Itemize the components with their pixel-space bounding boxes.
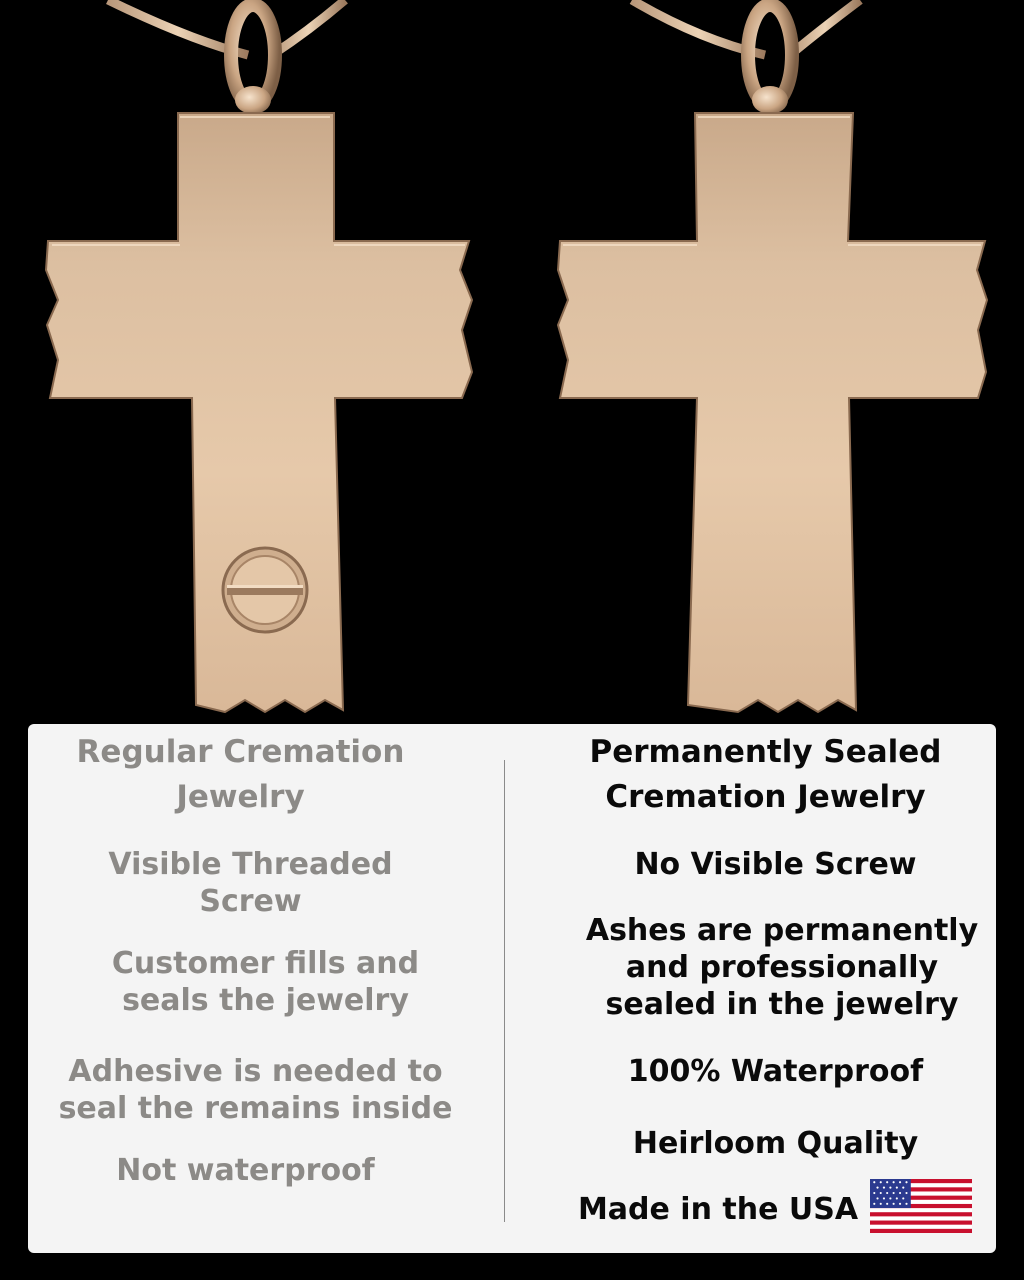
feature-visible-screw: Visible Threaded Screw xyxy=(108,847,393,919)
feature-heirloom-quality: Heirloom Quality xyxy=(632,1126,919,1161)
column-divider xyxy=(504,760,505,1222)
cross-pendant-sealed xyxy=(558,0,987,712)
feature-no-visible-screw: No Visible Screw xyxy=(634,847,917,882)
feature-adhesive-needed: Adhesive is needed to seal the remains inside xyxy=(58,1054,453,1126)
cross-pendant-with-screw xyxy=(46,0,472,712)
us-flag-icon xyxy=(870,1179,972,1233)
feature-waterproof: 100% Waterproof xyxy=(627,1054,924,1089)
screw-icon xyxy=(223,548,307,632)
feature-customer-fills: Customer fills and seals the jewelry xyxy=(111,946,420,1018)
sealed-jewelry-heading: Permanently Sealed Cremation Jewelry xyxy=(589,734,942,815)
feature-not-waterproof: Not waterproof xyxy=(116,1153,375,1188)
comparison-panel xyxy=(28,724,996,1253)
feature-permanently-sealed: Ashes are permanently and professionally sealed in the jewelry xyxy=(585,913,979,1022)
feature-made-in-usa: Made in the USA xyxy=(577,1192,859,1227)
regular-jewelry-heading: Regular Cremation Jewelry xyxy=(76,734,405,815)
